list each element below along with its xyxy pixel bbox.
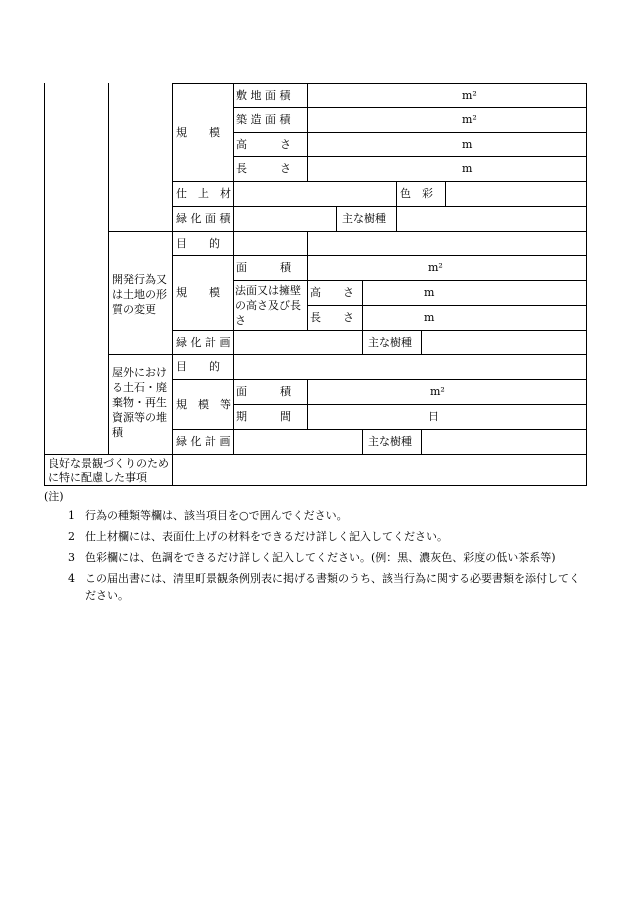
kibo-label: 規 模 [176, 126, 220, 139]
note-item: 1 行為の種類等欄は、該当項目を○で囲んでください。 [68, 509, 348, 522]
shikisai-label: 色 彩 [400, 187, 433, 200]
takasa-short-label: 高 さ [310, 286, 354, 299]
notes-title: (注) [44, 490, 64, 503]
unit-m2: m² [462, 113, 477, 126]
ryokka-keikaku-label: 緑 化 計 画 [176, 336, 231, 349]
ryokka-keikaku-label-2: 緑 化 計 画 [176, 435, 231, 448]
menseki2-label: 面 積 [236, 385, 291, 398]
omona-jushu-label: 主な樹種 [368, 435, 412, 448]
unit-m: m [462, 162, 473, 175]
nagasa-short-label: 長 さ [310, 311, 354, 324]
omona-jushu-label: 主な樹種 [368, 336, 412, 349]
kaihatsu-label: 開発行為又は土地の形質の変更 [112, 273, 167, 316]
nagasa-label: 長 さ [236, 162, 291, 175]
unit-m2: m² [428, 261, 443, 274]
note-item: 4 この届出書には、清里町景観条例別表に掲げる書類のうち、該当行為に関する必要書類を添付してください。 [68, 572, 580, 602]
kibo-tou-label: 規 模 等 [176, 398, 231, 411]
omona-jushu-label: 主な樹種 [342, 212, 386, 225]
unit-m2: m² [430, 385, 445, 398]
takasa-label: 高 さ [236, 138, 291, 151]
mokuteki-label: 目 的 [176, 237, 220, 250]
shikichi-menseki-label: 敷 地 面 積 [236, 89, 291, 102]
norimen-label: 法面又は擁壁の高さ及び長さ [235, 284, 301, 327]
unit-m2: m² [462, 89, 477, 102]
note-item: 3 色彩欄には、色調をできるだけ詳しく記入してください。(例：黒、濃灰色、彩度の低い茶系等) [68, 551, 556, 564]
notes-section [44, 488, 604, 604]
okugai-label: 屋外における土石・廃棄物・再生資源等の堆積 [112, 366, 167, 439]
unit-day: 日 [428, 410, 439, 423]
kibo-label-2: 規 模 [176, 286, 220, 299]
ryokka-menseki-label: 緑 化 面 積 [176, 212, 231, 225]
ryoko-keikan-label: 良好な景観づくりのために特に配慮した事項 [48, 457, 169, 484]
kikan-label: 期 間 [236, 410, 291, 423]
unit-m: m [424, 286, 435, 299]
menseki-label: 面 積 [236, 261, 291, 274]
unit-m: m [424, 311, 435, 324]
shiage-zai-label: 仕 上 材 [176, 187, 231, 200]
unit-m: m [462, 138, 473, 151]
note-item: 2 仕上材欄には、表面仕上げの材料をできるだけ詳しく記入してください。 [68, 530, 448, 543]
chikuzo-menseki-label: 築 造 面 積 [236, 113, 291, 126]
mokuteki-label-2: 目 的 [176, 360, 220, 373]
